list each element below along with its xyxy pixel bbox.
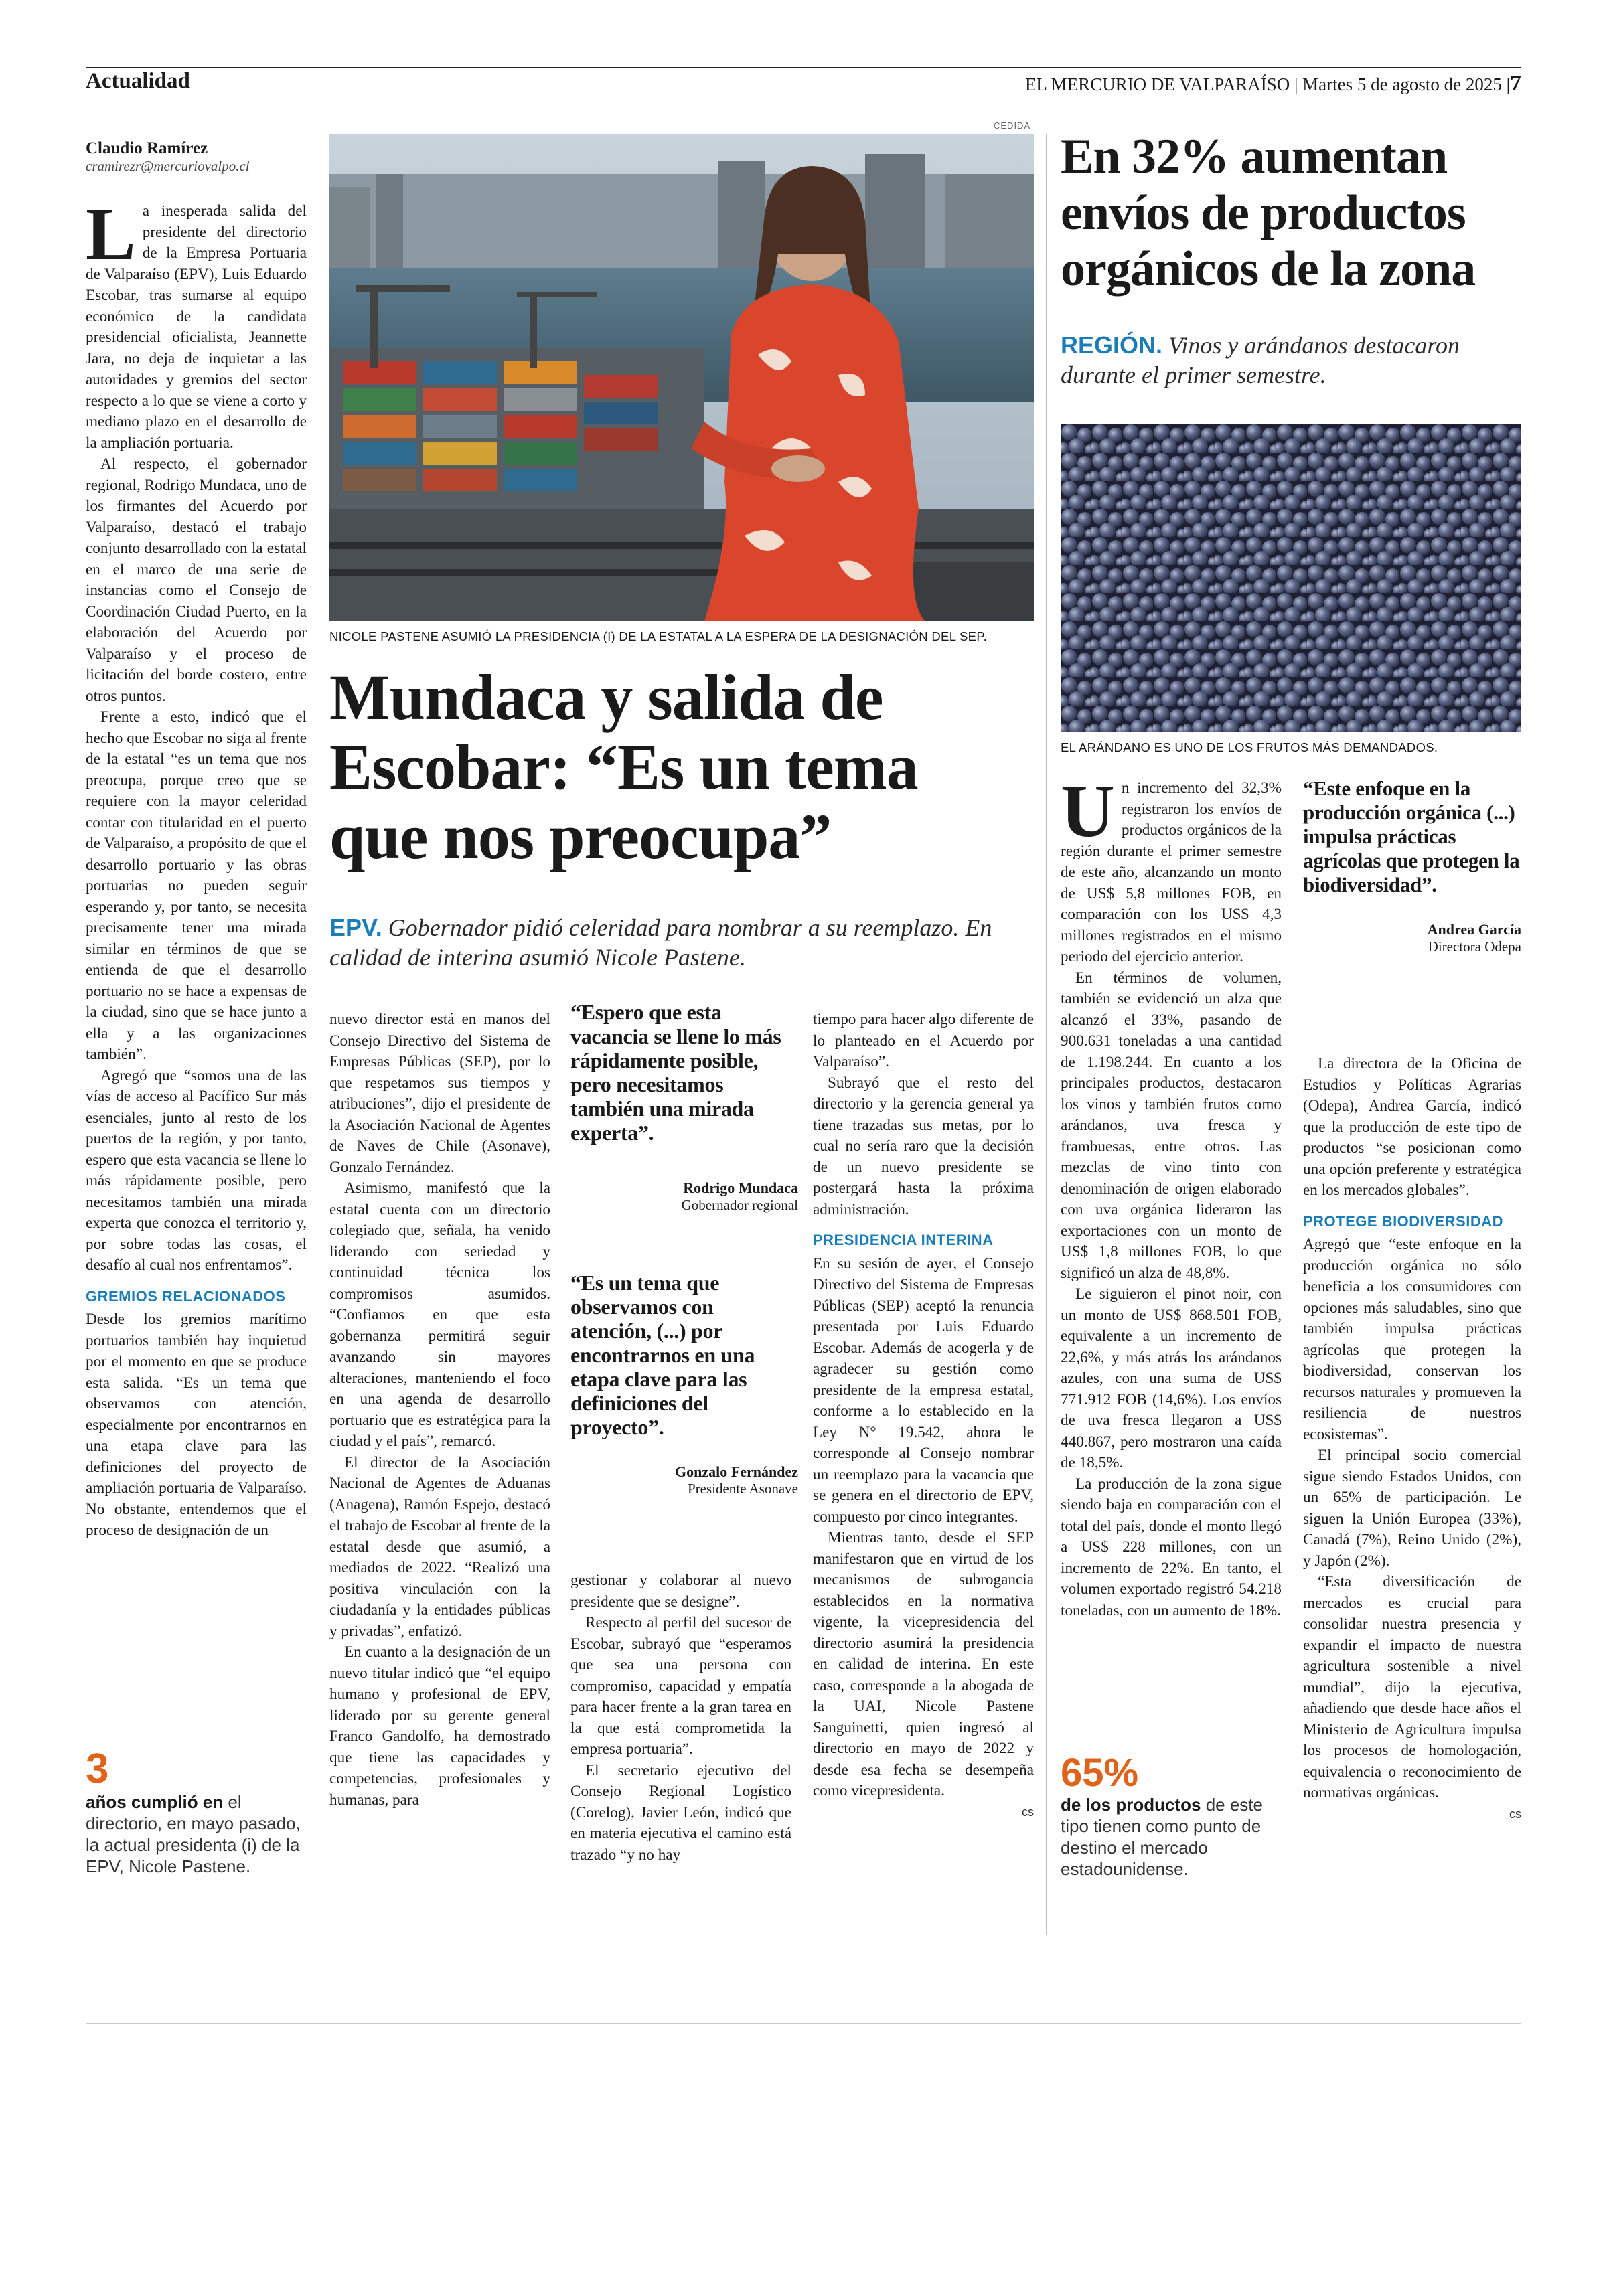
paragraph: El secretario ejecutivo del Consejo Regional Logístico (Corelog), Javier León, indicó que en materia ejecutiva el camino está trazado “y no hay xyxy=(570,1761,791,1864)
paragraph: Asimismo, manifestó que la estatal cuenta con un directorio colegiado que, señala, ha venido liderando con seriedad y continuidad técnica los compromisos asumidos. “Confiamos en que esta gobernanza permitirá seguir avanzando sin mayores alteraciones, manteniendo el foco en una agenda de desarrollo portuario que es estratégica para la ciudad y el país”, remarcó. xyxy=(329,1179,550,1450)
quote-author: Gonzalo Fernández xyxy=(675,1463,798,1480)
quote-role: Presidente Asonave xyxy=(687,1481,798,1497)
quote-role: Gobernador regional xyxy=(681,1197,798,1213)
quote-text: “Es un tema que observamos con atención, (...) por encontrarnos en una etapa clave para las definiciones del proyecto”. xyxy=(570,1270,755,1439)
folio xyxy=(1025,71,1521,96)
paragraph: El principal socio comercial sigue siendo Estados Unidos, con un 65% de participación. Le siguen la Unión Europea (33%), Canadá (7%), Reino Unido (2%), y Japón (2%). xyxy=(1303,1447,1521,1570)
author-name: Claudio Ramírez xyxy=(86,139,208,157)
paragraph: Agregó que “este enfoque en la producción orgánica no sólo beneficia a los consumidores con opciones más saludables, sino que también impulsa prácticas agrícolas que protegen la biodiversidad, conservan los recursos naturales y promueven la resiliencia de nuestros ecosistemas”. xyxy=(1303,1236,1521,1443)
section-title: Actualidad xyxy=(86,69,190,93)
main-photo xyxy=(329,134,1034,621)
paragraph: Respecto al perfil del sucesor de Escobar, subrayó que “esperamos que sea una persona con compromiso, capacidad y empatía para hacer frente a la gran tarea en la que está comprometida la empresa portuaria”. xyxy=(570,1614,791,1758)
quote-text: “Espero que esta vacancia se llene lo más rápidamente posible, pero necesitamos también una mirada experta”. xyxy=(570,1000,781,1145)
paragraph: nuevo director está en manos del Consejo Directivo del Sistema de Empresas Públicas (SEP), por lo que respetamos sus tiempos y atribuciones”, dijo el presidente de la Asociación Nacional de Agentes de Naves de Chile (Asonave), Gonzalo Fernández. xyxy=(329,1011,550,1176)
kicker: EPV. xyxy=(329,914,382,941)
paragraph: En términos de volumen, también se evidenció un alza que alcanzó el 33%, pasando de 900.631 toneladas a una cantidad de 1.198.244. En cuanto a los principales productos, destacaron los vinos y también frutos como arándanos, uva fresca y frambuesas, entre otros. Las mezclas de vino tinto con denominación de origen elaborado con uva orgánica lideraron las exportaciones con un monto de US$ 1,8 millones FOB, lo que significó un alza de 48,8%. xyxy=(1061,969,1282,1282)
paragraph: El director de la Asociación Nacional de Agentes de Aduanas (Anagena), Ramón Espejo, destacó el trabajo de Escobar al frente de la estatal desde que asumió, a mediados de 2022. “Realizó una positiva vinculación con la ciudadanía y la entidades públicas y privadas”, enfatizó. xyxy=(329,1453,550,1640)
quote-author: Rodrigo Mundaca xyxy=(683,1179,798,1196)
photo-caption: NICOLE PASTENE ASUMIÓ LA PRESIDENCIA (I) DE LA ESTATAL A LA ESPERA DE LA DESIGNACIÓN DEL SEP. xyxy=(329,629,988,643)
fact-number: 3 xyxy=(86,1746,109,1792)
body-column-5 xyxy=(1061,770,1282,1621)
column-divider xyxy=(1046,134,1047,1935)
dropcap: U xyxy=(1061,770,1115,853)
deck-2 xyxy=(1061,331,1523,390)
fact-box-2 xyxy=(1061,1752,1282,1880)
pull-quote-2 xyxy=(570,1270,798,1497)
headline-line: que nos preocupa” xyxy=(329,801,832,872)
quote-author: Andrea García xyxy=(1427,921,1521,938)
paragraph: Le siguieron el pinot noir, con un monto de US$ 868.501 FOB, equivalente a un incremento de 22,6%, y más atrás los arándanos azules, con una suma de US$ 771.912 FOB (14,6%). Los envíos de uva fresca llegaron a US$ 440.867, pero mostraron una caída de 18,5%. xyxy=(1061,1285,1282,1471)
header-rule xyxy=(86,67,1521,68)
end-mark: cs xyxy=(1022,1805,1034,1819)
kicker: REGIÓN. xyxy=(1061,331,1163,359)
fact-bold: de los productos xyxy=(1061,1795,1201,1815)
paragraph: Al respecto, el gobernador regional, Rodrigo Mundaca, uno de los firmantes del Acuerdo por Valparaíso, destacó el trabajo conjunto desarrollado con la estatal en el marco de una serie de instancias como el Consejo de Coordinación Ciudad Puerto, en la elaboración del Acuerdo por Valparaíso y el proceso de licitación del borde costero, entre otros puntos. xyxy=(86,455,307,705)
paragraph: gestionar y colaborar al nuevo presidente que se designe”. xyxy=(570,1572,791,1611)
paragraph: a inesperada salida del presidente del directorio de la Empresa Portuaria de Valparaíso (EPV), Luis Eduardo Escobar, tras sumarse al equipo económico de la candidata presidencial oficialista, Jeannette Jara, no deja de inquietar a las autoridades y gremios del sector respecto a lo que se viene a corto y mediano plazo en el desarrollo de la ampliación portuaria. xyxy=(86,202,307,452)
body-column-4 xyxy=(813,1009,1034,1823)
paragraph: Subrayó que el resto del directorio y la gerencia general ya tiene trazadas sus metas, por lo cual no sería raro que la decisión de un nuevo presidente se postergará hasta la próxima administración. xyxy=(813,1074,1034,1218)
paragraph: n incremento del 32,3% registraron los envíos de productos orgánicos de la región durante el primer semestre de este año, alcanzando un monto de US$ 5,8 millones FOB, en comparación con los US$ 4,3 millones registrados en el mismo periodo del ejercicio anterior. xyxy=(1061,779,1282,965)
author-email: cramirezr@mercuriovalpo.cl xyxy=(86,158,250,174)
folio-text: EL MERCURIO DE VALPARAÍSO | Martes 5 de agosto de 2025 | xyxy=(1024,74,1510,94)
blueberries-illustration xyxy=(1061,424,1521,732)
paragraph: En su sesión de ayer, el Consejo Directivo del Sistema de Empresas Públicas (SEP) aceptó la renuncia presentada por Luis Eduardo Escobar. Además de acogerla y de agradecer su gestión como presidente de la empresa estatal, conforme a lo establecido en la Ley N° 19.542, ahora le corresponde al Consejo nombrar un reemplazo para la vacancia que se genera en el directorio de EPV, compuesto por cinco integrantes. xyxy=(813,1254,1034,1526)
quote-role: Directora Odepa xyxy=(1428,938,1521,955)
paragraph: Frente a esto, indicó que el hecho que Escobar no siga al frente de la estatal “es un tema que nos preocupa, porque creo que se requiere con la mayor celeridad contar con titularidad en el puerto de Valparaíso, a propósito de que el desarrollo portuario y las obras portuarias no pueden seguir esperando y, por tanto, se necesita precisamente tener una mirada similar en términos de que se entienda de que el desarrollo portuario no se hace a expensas de la ciudad, sino que se hace junto a ella y a las organizaciones también”. xyxy=(86,708,307,1063)
photo-caption-2: EL ARÁNDANO ES UNO DE LOS FRUTOS MÁS DEMANDADOS. xyxy=(1061,740,1438,754)
footer-rule xyxy=(86,2023,1521,2024)
body-column-2 xyxy=(329,1009,550,1811)
paragraph: Desde los gremios marítimo portuarios también hay inquietud por el momento en que se produce esta salida. “Es un tema que observamos con atención, especialmente por encontrarnos en una etapa clave para las definiciones del proyecto de ampliación portuaria de Valparaíso. No obstante, entendemos que el proceso de designación de un xyxy=(86,1311,307,1539)
subheading: GREMIOS RELACIONADOS xyxy=(86,1287,286,1305)
port-photo-illustration xyxy=(329,134,1034,621)
headline-line: En 32% aumentan xyxy=(1061,129,1448,184)
deck-text: Gobernador pidió celeridad para nombrar a su reemplazo. En calidad de interina asumió Nicole Pastene. xyxy=(329,914,992,971)
subheading: PROTEGE BIODIVERSIDAD xyxy=(1303,1212,1503,1230)
paragraph: Mientras tanto, desde el SEP manifestaron que en virtud de los mecanismos de subrogancia establecidos en la normativa vigente, la vicepresidencia del directorio asumirá la presidencia en calidad de interina. En este caso, corresponde a la abogada de la UAI, Nicole Pastene Sanguinetti, quien ingresó al directorio en mayo de 2022 y desde esa fecha se desempeña como vicepresidenta. xyxy=(813,1529,1034,1799)
pull-quote-1 xyxy=(570,1000,798,1214)
headline-line: envíos de productos xyxy=(1061,185,1466,240)
paragraph: La producción de la zona sigue siendo baja en comparación con el total del país, donde el monto llegó a US$ 228 millones, con un incremento de 22%. En tanto, el volumen exportado registró 54.218 toneladas, con un aumento de 18%. xyxy=(1061,1475,1282,1619)
paragraph: tiempo para hacer algo diferente de lo planteado en el Acuerdo por Valparaíso”. xyxy=(813,1011,1034,1070)
body-column-1 xyxy=(86,193,307,1542)
byline xyxy=(86,139,313,175)
fact-number: 65% xyxy=(1061,1751,1139,1795)
fact-bold: años cumplió en xyxy=(86,1792,224,1812)
photo-credit: CEDIDA xyxy=(994,120,1031,131)
subheading: PRESIDENCIA INTERINA xyxy=(813,1232,994,1248)
end-mark: cs xyxy=(1509,1807,1521,1821)
headline-line: Mundaca y salida de xyxy=(329,661,883,733)
headline-line: orgánicos de la zona xyxy=(1061,242,1476,297)
headline xyxy=(329,663,1039,872)
fact-box xyxy=(86,1747,307,1877)
page-number: 7 xyxy=(1510,71,1521,96)
body-column-6 xyxy=(1303,1054,1521,1825)
paragraph: “Esta diversificación de mercados es crucial para consolidar nuestra presencia y expandir el impacto de nuestra agricultura sostenible a nivel mundial”, dijo la ejecutiva, añadiendo que desde hace años el Ministerio de Agricultura impulsa los procesos de homologación, equivalencia o reconocimiento de normativas orgánicas. xyxy=(1303,1573,1521,1801)
fact-text: de este tipo tienen como punto de destino el mercado estadounidense. xyxy=(1061,1795,1263,1879)
headline-line: Escobar: “Es un tema xyxy=(329,731,918,803)
fact-text: el directorio, en mayo pasado, la actual presidenta (i) de la EPV, Nicole Pastene. xyxy=(86,1792,301,1876)
paragraph: La directora de la Oficina de Estudios y Políticas Agrarias (Odepa), Andrea García, indicó que la producción de este tipo de productos “se posicionan como una opción preferente y estratégica en los mercados globales”. xyxy=(1303,1055,1521,1199)
deck-text: Vinos y arándanos destacaron durante el primer semestre. xyxy=(1061,332,1460,388)
quote-text: “Este enfoque en la producción orgánica (...) impulsa prácticas agrícolas que protegen la biodiversidad”. xyxy=(1303,776,1520,896)
headline-2 xyxy=(1061,129,1523,297)
pull-quote-3 xyxy=(1303,776,1521,955)
paragraph: En cuanto a la designación de un nuevo titular indicó que “el equipo humano y profesional de EPV, liderado por su gerente general Franco Gandolfo, ha demostrado que tiene las capacidades y competencias, profesionales y humanas, para xyxy=(329,1643,550,1809)
blueberry-photo xyxy=(1061,424,1521,732)
paragraph: Agregó que “somos una de las vías de acceso al Pacífico Sur más esenciales, junto al resto de los puertos de la región, y por tanto, espero que esta vacancia se llene lo más rápidamente posible, pero necesitamos también una mirada experta que conozca el territorio y, por sobre todas las cosas, el desafío al cual nos enfrentamos”. xyxy=(86,1066,307,1274)
deck xyxy=(329,913,1039,972)
body-column-3 xyxy=(570,1570,791,1866)
dropcap: L xyxy=(86,193,136,276)
